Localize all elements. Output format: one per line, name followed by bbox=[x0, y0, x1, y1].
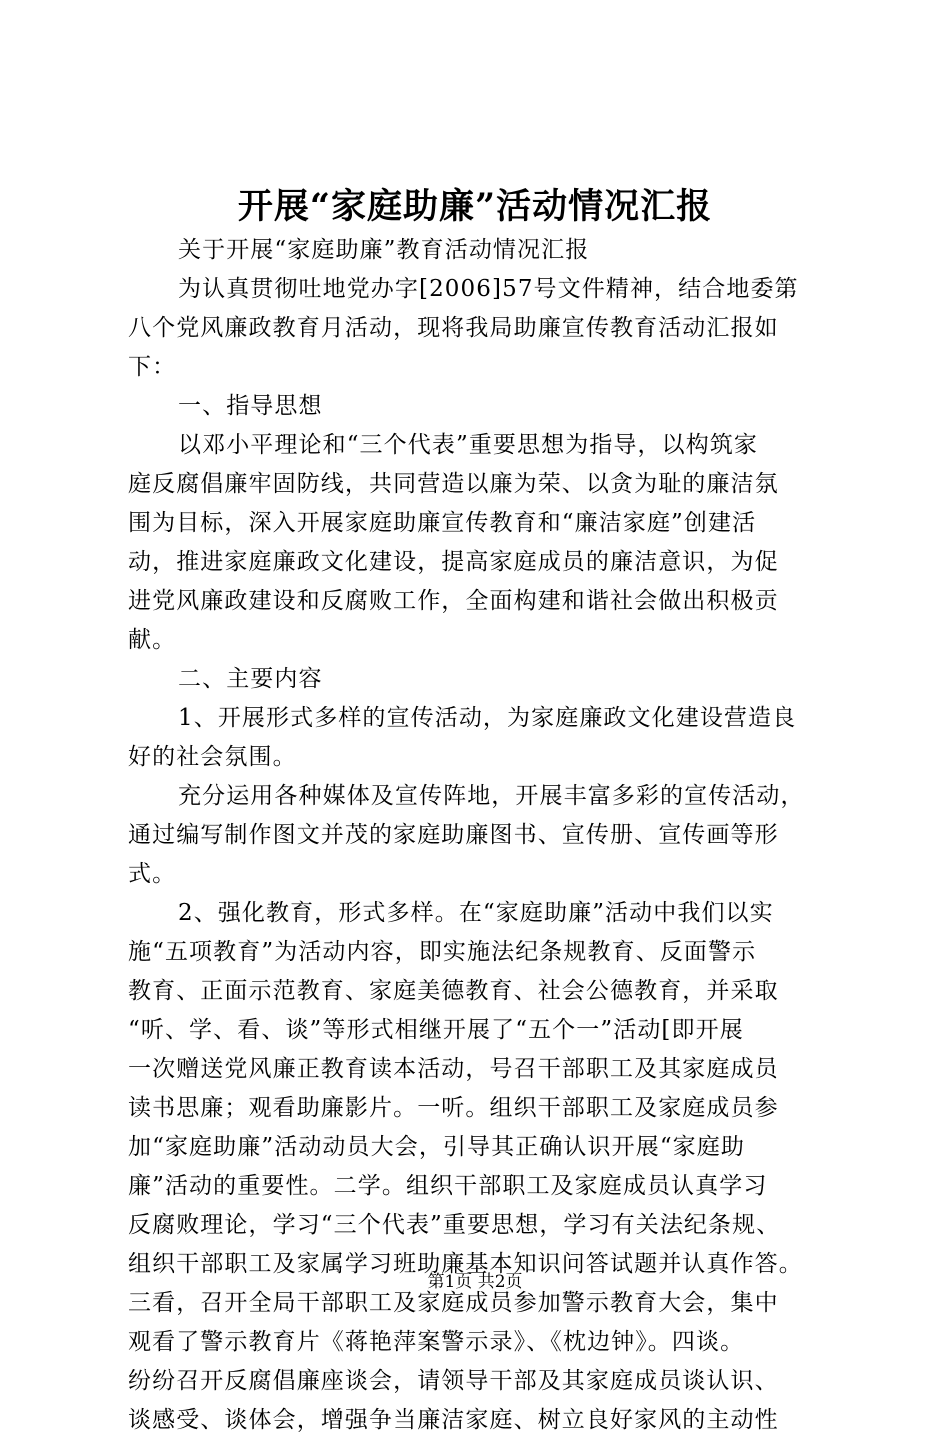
paragraph-line: 读书思廉；观看助廉影片。一听。组织干部职工及家庭成员参 bbox=[128, 1095, 779, 1121]
paragraph-line: 2、强化教育，形式多样。在“家庭助廉”活动中我们以实 bbox=[178, 900, 774, 926]
paragraph-line: 为认真贯彻吐地党办字[2006]57号文件精神，结合地委第 bbox=[178, 276, 799, 302]
paragraph-line: 纷纷召开反腐倡廉座谈会，请领导干部及其家庭成员谈认识、 bbox=[128, 1368, 779, 1394]
subtitle-line: 关于开展“家庭助廉”教育活动情况汇报 bbox=[178, 237, 590, 263]
paragraph-line: 通过编写制作图文并茂的家庭助廉图书、宣传册、宣传画等形 bbox=[128, 822, 779, 848]
page-footer: 第1页 共2页 bbox=[427, 1272, 523, 1292]
paragraph-line: 三看，召开全局干部职工及家庭成员参加警示教育大会，集中 bbox=[128, 1290, 779, 1316]
paragraph-line: 庭反腐倡廉牢固防线，共同营造以廉为荣、以贪为耻的廉洁氛 bbox=[128, 471, 779, 497]
paragraph-line: 献。 bbox=[128, 627, 177, 653]
paragraph-line: 加“家庭助廉”活动动员大会，引导其正确认识开展“家庭助 bbox=[128, 1134, 745, 1160]
paragraph-line: 廉”活动的重要性。二学。组织干部职工及家庭成员认真学习 bbox=[128, 1173, 768, 1199]
section-heading: 一、指导思想 bbox=[178, 393, 323, 419]
document-title: 开展“家庭助廉”活动情况汇报 bbox=[237, 186, 713, 227]
paragraph-line: 八个党风廉政教育月活动，现将我局助廉宣传教育活动汇报如 bbox=[128, 315, 779, 341]
paragraph-line: 施“五项教育”为活动内容，即实施法纪条规教育、反面警示 bbox=[128, 939, 757, 965]
paragraph-line: 一次赠送党风廉正教育读本活动，号召干部职工及其家庭成员 bbox=[128, 1056, 779, 1082]
paragraph-line: 组织干部职工及家属学习班助廉基本知识问答试题并认真作答。 bbox=[128, 1251, 803, 1277]
paragraph-line: 好的社会氛围。 bbox=[128, 744, 297, 770]
paragraph-line: “听、学、看、谈”等形式相继开展了“五个一”活动[即开展 bbox=[128, 1017, 744, 1043]
section-heading: 二、主要内容 bbox=[178, 666, 323, 692]
paragraph-line: 充分运用各种媒体及宣传阵地，开展丰富多彩的宣传活动， bbox=[178, 783, 805, 809]
paragraph-line: 式。 bbox=[128, 861, 177, 887]
paragraph-line: 下： bbox=[128, 354, 177, 380]
paragraph-line: 以邓小平理论和“三个代表”重要思想为指导，以构筑家 bbox=[178, 432, 759, 458]
paragraph-line: 进党风廉政建设和反腐败工作，全面构建和谐社会做出积极贡 bbox=[128, 588, 779, 614]
paragraph-line: 观看了警示教育片《蒋艳萍案警示录》、《枕边钟》。四谈。 bbox=[128, 1329, 745, 1355]
paragraph-line: 反腐败理论，学习“三个代表”重要思想，学习有关法纪条规、 bbox=[128, 1212, 781, 1238]
paragraph-line: 动，推进家庭廉政文化建设，提高家庭成员的廉洁意识，为促 bbox=[128, 549, 779, 575]
paragraph-line: 围为目标，深入开展家庭助廉宣传教育和“廉洁家庭”创建活 bbox=[128, 510, 757, 536]
document-body bbox=[128, 231, 848, 1440]
paragraph-line: 教育、正面示范教育、家庭美德教育、社会公德教育，并采取 bbox=[128, 978, 779, 1004]
paragraph-line: 谈感受、谈体会，增强争当廉洁家庭、树立良好家风的主动性 bbox=[128, 1407, 779, 1433]
paragraph-line: 1、开展形式多样的宣传活动，为家庭廉政文化建设营造良 bbox=[178, 705, 797, 731]
